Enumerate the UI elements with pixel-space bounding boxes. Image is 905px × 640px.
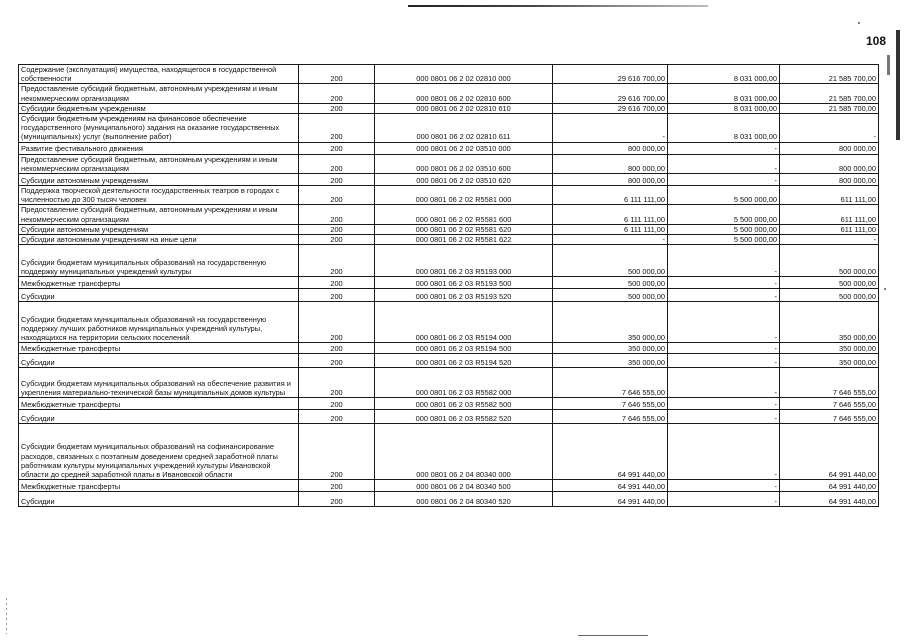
row-amount-1-cell: 7 646 555,00 xyxy=(553,368,668,398)
row-code-cell: 200 xyxy=(299,224,375,234)
row-code-cell: 200 xyxy=(299,186,375,205)
row-amount-2-cell: - xyxy=(668,343,780,354)
table-row xyxy=(19,277,879,289)
row-bcc-cell: 000 0801 06 2 02 02810 600 xyxy=(375,84,553,103)
row-amount-3-cell: 64 991 440,00 xyxy=(780,492,879,507)
row-name-cell: Субсидии бюджетным учреждениям xyxy=(19,103,299,113)
row-code-cell: 200 xyxy=(299,424,375,480)
row-amount-1-cell: 800 000,00 xyxy=(553,154,668,173)
row-amount-3-cell: 21 585 700,00 xyxy=(780,65,879,84)
row-name-cell: Субсидии бюджетам муниципальных образований на софинансирование расходов, связанных с поэтапным доведением средней заработной платы работникам культуры муниципальных учреждений культуры Ивановской области до средней заработной платы в Ивановской области xyxy=(19,424,299,480)
row-amount-1-cell: 29 616 700,00 xyxy=(553,84,668,103)
row-amount-1-cell: 29 616 700,00 xyxy=(553,103,668,113)
table-row xyxy=(19,114,879,143)
table-row xyxy=(19,302,879,343)
table-row xyxy=(19,235,879,245)
row-code-cell: 200 xyxy=(299,235,375,245)
row-name-cell: Субсидии автономным учреждениям на иные цели xyxy=(19,235,299,245)
row-bcc-cell: 000 0801 06 2 02 02810 611 xyxy=(375,114,553,143)
row-name-cell: Субсидии бюджетам муниципальных образований на обеспечение развития и укрепления материально-технической базы муниципальных домов культуры xyxy=(19,368,299,398)
row-amount-2-cell: - xyxy=(668,142,780,154)
row-bcc-cell: 000 0801 06 2 02 R5581 000 xyxy=(375,186,553,205)
table-row xyxy=(19,398,879,410)
table-row xyxy=(19,480,879,492)
row-amount-3-cell: 500 000,00 xyxy=(780,245,879,277)
row-amount-1-cell: 29 616 700,00 xyxy=(553,65,668,84)
row-bcc-cell: 000 0801 06 2 02 R5581 620 xyxy=(375,224,553,234)
row-amount-2-cell: - xyxy=(668,245,780,277)
table-row xyxy=(19,174,879,186)
row-amount-2-cell: 8 031 000,00 xyxy=(668,84,780,103)
row-bcc-cell: 000 0801 06 2 02 03510 620 xyxy=(375,174,553,186)
row-amount-2-cell: 8 031 000,00 xyxy=(668,114,780,143)
row-amount-3-cell: 500 000,00 xyxy=(780,289,879,302)
scan-artifact-right-bar-small xyxy=(887,55,890,75)
row-amount-2-cell: - xyxy=(668,174,780,186)
scan-artifact-dot xyxy=(884,288,886,290)
row-amount-3-cell: 21 585 700,00 xyxy=(780,103,879,113)
row-code-cell: 200 xyxy=(299,154,375,173)
table-row xyxy=(19,154,879,173)
row-amount-2-cell: 5 500 000,00 xyxy=(668,224,780,234)
row-amount-2-cell: - xyxy=(668,368,780,398)
table-row xyxy=(19,65,879,84)
budget-table xyxy=(18,64,879,507)
table-row xyxy=(19,103,879,113)
row-amount-3-cell: 800 000,00 xyxy=(780,174,879,186)
row-bcc-cell: 000 0801 06 2 03 R5582 500 xyxy=(375,398,553,410)
row-amount-1-cell: 500 000,00 xyxy=(553,289,668,302)
row-bcc-cell: 000 0801 06 2 02 02810 610 xyxy=(375,103,553,113)
row-code-cell: 200 xyxy=(299,410,375,424)
row-amount-1-cell: 64 991 440,00 xyxy=(553,424,668,480)
row-amount-2-cell: 5 500 000,00 xyxy=(668,205,780,224)
table-row xyxy=(19,289,879,302)
row-bcc-cell: 000 0801 06 2 02 R5581 600 xyxy=(375,205,553,224)
row-amount-2-cell: - xyxy=(668,354,780,368)
row-amount-3-cell: 611 111,00 xyxy=(780,224,879,234)
row-code-cell: 200 xyxy=(299,205,375,224)
row-amount-1-cell: 350 000,00 xyxy=(553,302,668,343)
row-code-cell: 200 xyxy=(299,480,375,492)
row-code-cell: 200 xyxy=(299,302,375,343)
row-amount-3-cell: 800 000,00 xyxy=(780,142,879,154)
row-amount-3-cell: 350 000,00 xyxy=(780,302,879,343)
row-amount-3-cell: 800 000,00 xyxy=(780,154,879,173)
table-row xyxy=(19,410,879,424)
row-name-cell: Субсидии xyxy=(19,354,299,368)
row-name-cell: Субсидии бюджетам муниципальных образований на государственную поддержку муниципальных учреждений культуры xyxy=(19,245,299,277)
row-name-cell: Предоставление субсидий бюджетным, автономным учреждениям и иным некоммерческим организациям xyxy=(19,154,299,173)
row-amount-3-cell: 7 646 555,00 xyxy=(780,398,879,410)
row-name-cell: Субсидии автономным учреждениям xyxy=(19,224,299,234)
row-amount-2-cell: - xyxy=(668,492,780,507)
row-code-cell: 200 xyxy=(299,174,375,186)
scan-artifact-left-ticks xyxy=(6,598,7,634)
row-amount-1-cell: 800 000,00 xyxy=(553,142,668,154)
row-code-cell: 200 xyxy=(299,142,375,154)
row-amount-2-cell: - xyxy=(668,302,780,343)
table-row xyxy=(19,205,879,224)
row-amount-1-cell: 7 646 555,00 xyxy=(553,410,668,424)
row-name-cell: Межбюджетные трансферты xyxy=(19,480,299,492)
row-name-cell: Субсидии xyxy=(19,289,299,302)
row-amount-1-cell: 500 000,00 xyxy=(553,277,668,289)
table-row xyxy=(19,186,879,205)
row-code-cell: 200 xyxy=(299,84,375,103)
table-row xyxy=(19,142,879,154)
row-amount-1-cell: 6 111 111,00 xyxy=(553,224,668,234)
row-code-cell: 200 xyxy=(299,277,375,289)
row-amount-2-cell: 8 031 000,00 xyxy=(668,103,780,113)
row-code-cell: 200 xyxy=(299,354,375,368)
row-code-cell: 200 xyxy=(299,368,375,398)
scan-artifact-dot xyxy=(858,22,860,24)
table-row xyxy=(19,368,879,398)
row-name-cell: Субсидии xyxy=(19,410,299,424)
row-bcc-cell: 000 0801 06 2 03 R5193 500 xyxy=(375,277,553,289)
table-row xyxy=(19,354,879,368)
row-amount-2-cell: - xyxy=(668,410,780,424)
row-bcc-cell: 000 0801 06 2 02 03510 000 xyxy=(375,142,553,154)
row-amount-1-cell: - xyxy=(553,235,668,245)
row-code-cell: 200 xyxy=(299,289,375,302)
budget-table-body xyxy=(19,65,879,507)
row-amount-2-cell: - xyxy=(668,398,780,410)
row-amount-2-cell: - xyxy=(668,480,780,492)
row-amount-1-cell: 500 000,00 xyxy=(553,245,668,277)
row-bcc-cell: 000 0801 06 2 02 R5581 622 xyxy=(375,235,553,245)
table-row xyxy=(19,492,879,507)
row-name-cell: Субсидии бюджетам муниципальных образований на государственную поддержку лучших работников муниципальных учреждений культуры, находящихся на территории сельских поселений xyxy=(19,302,299,343)
row-name-cell: Субсидии бюджетным учреждениям на финансовое обеспечение государственного (муниципального) задания на оказание государственных (муниципальных) услуг (выполнение работ) xyxy=(19,114,299,143)
table-row xyxy=(19,84,879,103)
row-amount-2-cell: - xyxy=(668,277,780,289)
row-amount-1-cell: 6 111 111,00 xyxy=(553,186,668,205)
row-bcc-cell: 000 0801 06 2 04 80340 500 xyxy=(375,480,553,492)
table-row xyxy=(19,245,879,277)
row-amount-2-cell: - xyxy=(668,424,780,480)
row-name-cell: Содержание (эксплуатация) имущества, находящегося в государственной собственности xyxy=(19,65,299,84)
table-row xyxy=(19,224,879,234)
table-row xyxy=(19,424,879,480)
row-name-cell: Развитие фестивального движения xyxy=(19,142,299,154)
row-amount-3-cell: 64 991 440,00 xyxy=(780,480,879,492)
row-amount-1-cell: 6 111 111,00 xyxy=(553,205,668,224)
row-code-cell: 200 xyxy=(299,492,375,507)
row-code-cell: 200 xyxy=(299,398,375,410)
row-bcc-cell: 000 0801 06 2 03 R5193 520 xyxy=(375,289,553,302)
row-amount-3-cell: 7 646 555,00 xyxy=(780,410,879,424)
row-name-cell: Межбюджетные трансферты xyxy=(19,398,299,410)
row-bcc-cell: 000 0801 06 2 03 R5194 500 xyxy=(375,343,553,354)
row-amount-3-cell: 64 991 440,00 xyxy=(780,424,879,480)
row-amount-3-cell: 21 585 700,00 xyxy=(780,84,879,103)
row-amount-1-cell: 800 000,00 xyxy=(553,174,668,186)
row-name-cell: Межбюджетные трансферты xyxy=(19,277,299,289)
row-code-cell: 200 xyxy=(299,65,375,84)
row-amount-3-cell: 350 000,00 xyxy=(780,343,879,354)
row-name-cell: Поддержка творческой деятельности государственных театров в городах с численностью до 300 тысяч человек xyxy=(19,186,299,205)
row-bcc-cell: 000 0801 06 2 03 R5582 520 xyxy=(375,410,553,424)
row-bcc-cell: 000 0801 06 2 03 R5194 520 xyxy=(375,354,553,368)
row-amount-2-cell: 8 031 000,00 xyxy=(668,65,780,84)
row-amount-3-cell: 500 000,00 xyxy=(780,277,879,289)
row-name-cell: Предоставление субсидий бюджетным, автономным учреждениям и иным некоммерческим организациям xyxy=(19,84,299,103)
row-bcc-cell: 000 0801 06 2 02 03510 600 xyxy=(375,154,553,173)
row-code-cell: 200 xyxy=(299,103,375,113)
scan-artifact-top-line xyxy=(408,5,708,7)
row-bcc-cell: 000 0801 06 2 04 80340 000 xyxy=(375,424,553,480)
row-amount-3-cell: 611 111,00 xyxy=(780,186,879,205)
row-amount-2-cell: 5 500 000,00 xyxy=(668,186,780,205)
row-name-cell: Субсидии xyxy=(19,492,299,507)
row-amount-1-cell: 64 991 440,00 xyxy=(553,492,668,507)
row-amount-1-cell: 7 646 555,00 xyxy=(553,398,668,410)
page-number: 108 xyxy=(865,34,886,48)
row-name-cell: Предоставление субсидий бюджетным, автономным учреждениям и иным некоммерческим организациям xyxy=(19,205,299,224)
row-bcc-cell: 000 0801 06 2 03 R5194 000 xyxy=(375,302,553,343)
row-amount-3-cell: - xyxy=(780,235,879,245)
row-amount-1-cell: 64 991 440,00 xyxy=(553,480,668,492)
row-amount-3-cell: - xyxy=(780,114,879,143)
row-bcc-cell: 000 0801 06 2 02 02810 000 xyxy=(375,65,553,84)
row-bcc-cell: 000 0801 06 2 04 80340 520 xyxy=(375,492,553,507)
row-bcc-cell: 000 0801 06 2 03 R5582 000 xyxy=(375,368,553,398)
row-amount-2-cell: - xyxy=(668,289,780,302)
row-amount-1-cell: - xyxy=(553,114,668,143)
row-bcc-cell: 000 0801 06 2 03 R5193 000 xyxy=(375,245,553,277)
row-amount-3-cell: 7 646 555,00 xyxy=(780,368,879,398)
row-code-cell: 200 xyxy=(299,245,375,277)
row-code-cell: 200 xyxy=(299,343,375,354)
row-amount-3-cell: 611 111,00 xyxy=(780,205,879,224)
scan-artifact-right-bar xyxy=(896,30,900,140)
table-row xyxy=(19,343,879,354)
scan-artifact-bottom-line xyxy=(578,635,648,636)
row-amount-1-cell: 350 000,00 xyxy=(553,343,668,354)
row-amount-2-cell: - xyxy=(668,154,780,173)
row-code-cell: 200 xyxy=(299,114,375,143)
row-amount-2-cell: 5 500 000,00 xyxy=(668,235,780,245)
row-amount-1-cell: 350 000,00 xyxy=(553,354,668,368)
row-name-cell: Межбюджетные трансферты xyxy=(19,343,299,354)
row-amount-3-cell: 350 000,00 xyxy=(780,354,879,368)
row-name-cell: Субсидии автономным учреждениям xyxy=(19,174,299,186)
